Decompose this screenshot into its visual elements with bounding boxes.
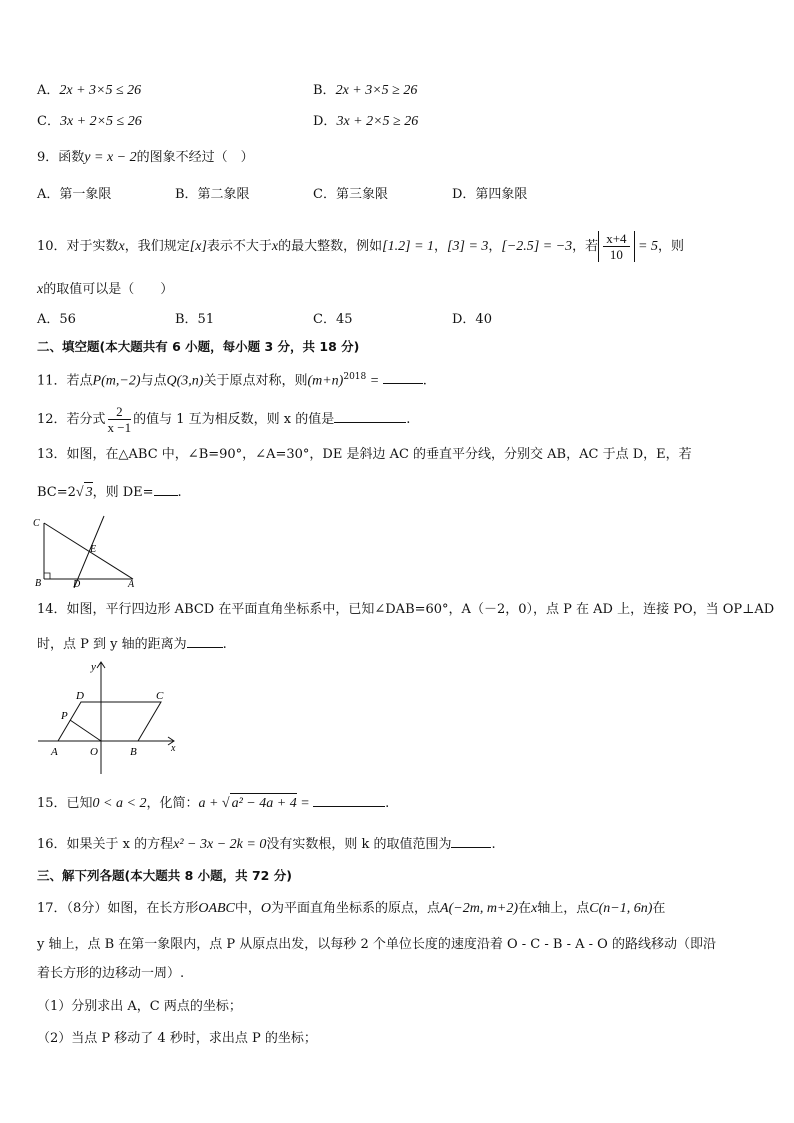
label-c: C bbox=[33, 518, 40, 529]
label-d: D bbox=[73, 579, 81, 588]
q10-option-b: B．51 bbox=[175, 312, 215, 327]
label-b: B bbox=[35, 578, 42, 588]
label-c: C bbox=[156, 690, 164, 702]
label-y: y bbox=[91, 661, 96, 673]
floor-fraction: $\frac{x+4}{10}$ bbox=[598, 231, 634, 262]
q9-option-b: B．第二象限 bbox=[175, 187, 250, 202]
q10-option-d: D．40 bbox=[452, 312, 492, 327]
q9-option-d: D．第四象限 bbox=[452, 187, 528, 202]
label-b: B bbox=[130, 746, 137, 758]
sqrt-expression: √ a² − 4a + 4 bbox=[222, 796, 297, 811]
q13-stem-line1: 13．如图，在△ABC 中，∠B=90°，∠A=30°，DE 是斜边 AC 的垂直平分线，分别交 AB，AC 于点 D，E，若 bbox=[37, 447, 692, 462]
q17-stem-line3: 着长方形的边移动一周）. bbox=[37, 966, 185, 981]
q15: 15．已知0 < a < 2，化简：a + √ a² − 4a + 4 = . bbox=[37, 793, 389, 814]
q10-stem-line1: 10．对于实数x，我们规定[x]表示不大于x的最大整数，例如[1.2] = 1，[3] = 3，[−2.5] = −3，若 $\frac{x+4}{10}$ = 5，则 bbox=[37, 231, 684, 262]
label-e: E bbox=[90, 544, 97, 555]
q11-answer-blank[interactable] bbox=[383, 370, 423, 384]
section-2-heading: 二、填空题(本大题共有 6 小题，每小题 3 分，共 18 分) bbox=[37, 339, 360, 354]
label-a: A bbox=[51, 746, 58, 758]
section-3-heading: 三、解下列各题(本大题共 8 小题，共 72 分) bbox=[37, 868, 292, 883]
q10-option-a: A．56 bbox=[37, 312, 76, 327]
q17-stem-line2: y 轴上，点 B 在第一象限内，点 P 从原点出发，以每秒 2 个单位长度的速度沿着 O - C - B - A - O 的路线移动（即沿 bbox=[37, 937, 716, 952]
q9-option-c: C．第三象限 bbox=[313, 187, 388, 202]
q17-subquestion-2: （2）当点 P 移动了 4 秒时，求出点 P 的坐标； bbox=[37, 1031, 317, 1046]
q8-option-b: B．2x + 3×5 ≥ 26 bbox=[313, 83, 418, 98]
floor-x: [x] bbox=[189, 239, 207, 254]
q8-option-c: C．3x + 2×5 ≤ 26 bbox=[37, 114, 142, 129]
label-x: x bbox=[171, 743, 176, 754]
q9-stem: 9．函数y = x − 2的图象不经过（ ） bbox=[37, 150, 254, 165]
q13-stem-line2: BC=2√ 3，则 DE= . bbox=[37, 482, 182, 503]
q9-option-a: A．第一象限 bbox=[37, 187, 112, 202]
label-o: O bbox=[90, 746, 98, 758]
q8-option-a: A．2x + 3×5 ≤ 26 bbox=[37, 83, 142, 98]
q15-answer-blank[interactable] bbox=[313, 793, 385, 807]
q14-parallelogram-figure bbox=[34, 658, 184, 776]
q13-triangle-figure bbox=[30, 512, 142, 588]
q13-answer-blank[interactable] bbox=[154, 482, 178, 496]
q17-stem-line1: 17．（8分）如图，在长方形OABC中，O为平面直角坐标系的原点，点A(−2m, m+2)在x轴上，点C(n−1, 6n)在 bbox=[37, 901, 666, 916]
q12-fraction: $\frac{2}{x -1}$ bbox=[107, 404, 132, 435]
q16-answer-blank[interactable] bbox=[451, 834, 491, 848]
q17-subquestion-1: （1）分别求出 A，C 两点的坐标； bbox=[37, 999, 242, 1014]
q14-stem-line1: 14．如图，平行四边形 ABCD 在平面直角坐标系中，已知∠DAB=60°，A（－2，0），点 P 在 AD 上，连接 PO，当 OP⊥AD bbox=[37, 602, 775, 617]
label-p: P bbox=[61, 710, 68, 722]
q12-answer-blank[interactable] bbox=[334, 409, 406, 423]
q8-option-d: D．3x + 2×5 ≥ 26 bbox=[313, 114, 419, 129]
q14-stem-line2: 时，点 P 到 y 轴的距离为 . bbox=[37, 634, 227, 655]
q12: 12．若分式 $\frac{2}{x -1}$ 的值与 1 互为相反数，则 x 的值是 . bbox=[37, 404, 411, 435]
q16: 16．如果关于 x 的方程x² − 3x − 2k = 0没有实数根，则 k 的取值范围为 . bbox=[37, 834, 496, 855]
label-d: D bbox=[76, 690, 84, 702]
q11: 11．若点P(m,−2)与点Q(3,n)关于原点对称，则$(m+n)^{2018}$ = . bbox=[37, 372, 427, 389]
label-a: A bbox=[128, 579, 135, 588]
q14-answer-blank[interactable] bbox=[187, 634, 223, 648]
q10-stem-line2: x的取值可以是（ ） bbox=[37, 282, 174, 297]
q10-option-c: C．45 bbox=[313, 312, 353, 327]
